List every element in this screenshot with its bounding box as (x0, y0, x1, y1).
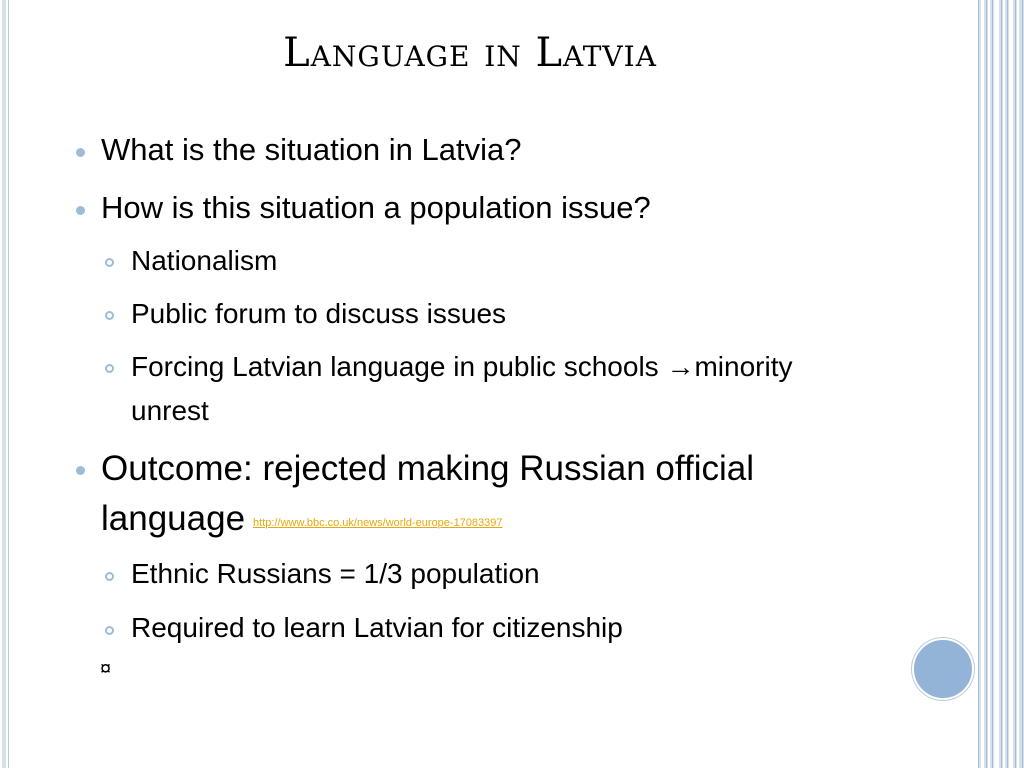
stripe (988, 0, 990, 768)
stripe (994, 0, 999, 768)
stripe (981, 0, 984, 768)
bullet-dot-icon (76, 206, 85, 215)
stripe-line (1022, 0, 1023, 768)
right-arrow-icon: → (666, 351, 695, 382)
bullet-dot-icon (76, 148, 85, 157)
stripe-line (1001, 0, 1002, 768)
right-decorative-stripes (978, 0, 1024, 768)
stripe-line (992, 0, 993, 768)
stripe-line (1007, 0, 1008, 768)
sub-bullet-text: Nationalism (131, 245, 278, 276)
sub-bullet-ring-icon (105, 572, 114, 581)
bullet-text: Outcome: rejected making Russian official (101, 449, 754, 488)
sub-bullet-ring-icon (105, 364, 114, 373)
sub-bullet-text-part: Forcing Latvian language in public schools (131, 351, 667, 382)
sub-bullet-text: Ethnic Russians = 1/3 population (131, 558, 540, 589)
bullet-text: What is the situation in Latvia? (101, 132, 522, 167)
bbc-news-link[interactable]: http://www.bbc.co.uk/news/world-europe-17083397 (253, 517, 503, 529)
sub-bullet-text-continued: unrest (131, 395, 209, 426)
sub-bullet-text: Public forum to discuss issues (131, 298, 507, 329)
sub-bullet-ring-icon (105, 258, 114, 267)
stripe-line (986, 0, 987, 768)
stripe (1009, 0, 1013, 768)
bullet-dot-icon (76, 466, 85, 475)
sub-bullet-text-part: minority (694, 351, 793, 382)
slide-title: Language in Latvia (283, 30, 657, 76)
sub-bullet-ring-icon (105, 626, 114, 635)
stripe-line (1015, 0, 1016, 768)
sub-bullet-text (131, 351, 792, 383)
bullet-text-continued (101, 499, 503, 539)
stripe (1003, 0, 1005, 768)
bullet-text-part: language (101, 499, 246, 538)
sub-bullet-text: Required to learn Latvian for citizenship (131, 612, 623, 643)
stripe (1017, 0, 1019, 768)
empty-bullet-icon: ¤ (100, 658, 112, 680)
sub-bullet-ring-icon (105, 311, 114, 320)
bullet-text: How is this situation a population issue? (101, 190, 651, 225)
stripe-line (978, 0, 979, 768)
